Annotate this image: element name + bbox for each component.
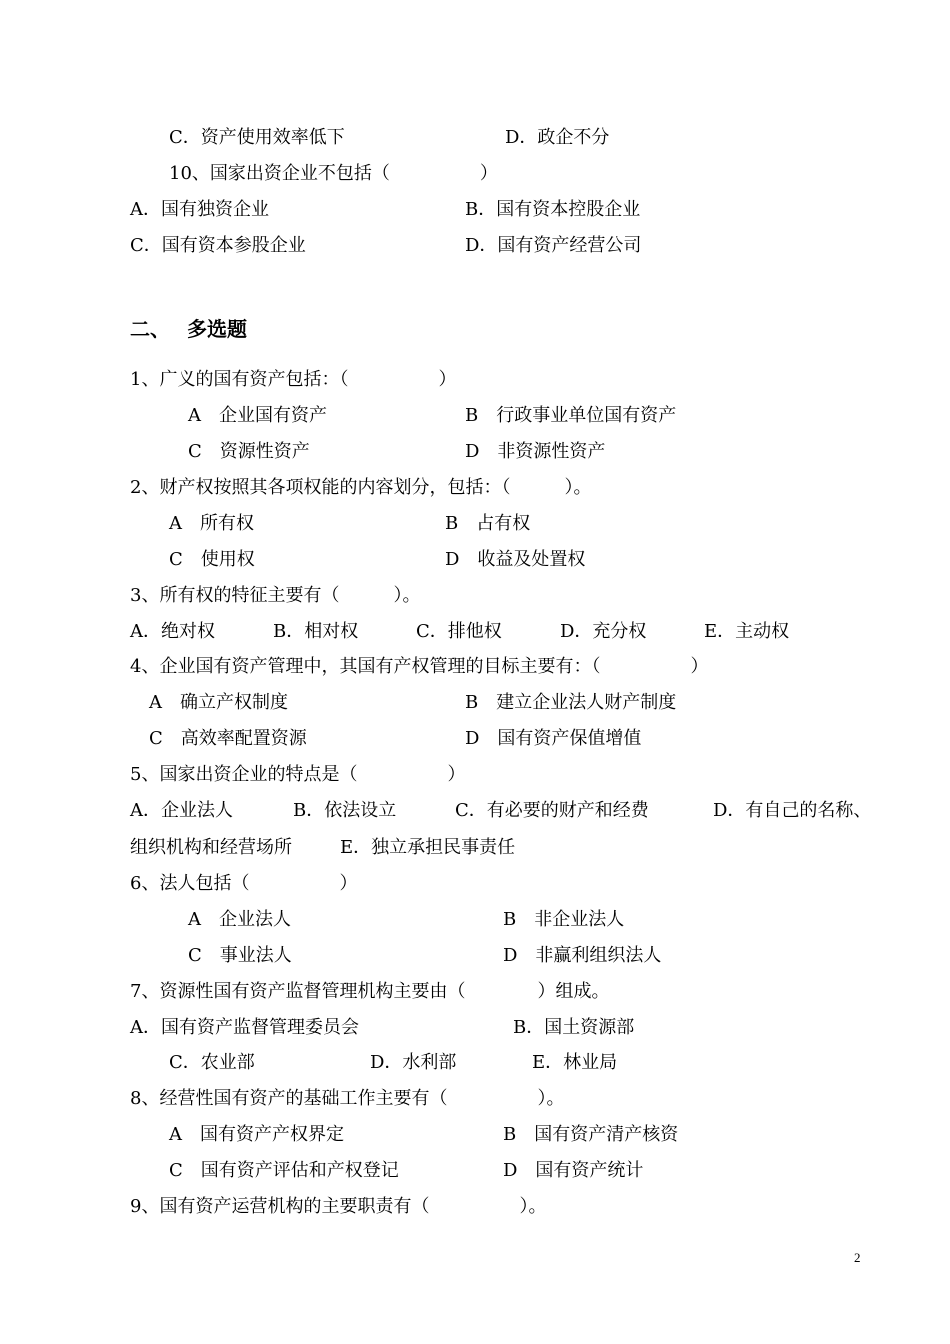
page-number: 2 (854, 1250, 861, 1265)
option-text: E．林业局 (532, 1052, 618, 1073)
question-stem: 5、国家出资企业的特点是（ ） (130, 764, 466, 785)
option-text: C 事业法人 (188, 945, 292, 966)
option-text: B．依法设立 (293, 800, 397, 821)
question-stem: 10、国家出资企业不包括（ ） (169, 163, 498, 184)
option-text: 组织机构和经营场所 (130, 837, 292, 858)
option-text: D 收益及处置权 (445, 549, 586, 570)
option-text: A．企业法人 (130, 800, 233, 821)
option-text: B 行政事业单位国有资产 (465, 405, 677, 426)
option-text: B．相对权 (273, 621, 359, 642)
option-text: A 国有资产产权界定 (169, 1124, 344, 1145)
question-stem: 8、经营性国有资产的基础工作主要有（ ）。 (130, 1088, 565, 1109)
option-text: D．国有资产经营公司 (465, 235, 642, 256)
option-text: C．排他权 (416, 621, 502, 642)
option-text: C．有必要的财产和经费 (455, 800, 649, 821)
option-text: B 国有资产清产核资 (503, 1124, 679, 1145)
option-text: C 国有资产评估和产权登记 (169, 1160, 399, 1181)
option-text: A．绝对权 (130, 621, 215, 642)
option-text: A．国有独资企业 (130, 199, 269, 220)
question-stem: 7、资源性国有资产监督管理机构主要由（ ）组成。 (130, 981, 610, 1002)
option-text: B 占有权 (445, 513, 531, 534)
option-text: B 非企业法人 (503, 909, 625, 930)
option-text: B．国有资本控股企业 (465, 199, 641, 220)
question-stem: 4、企业国有资产管理中，其国有产权管理的目标主要有：（ ） (130, 656, 709, 677)
option-text: C 使用权 (169, 549, 255, 570)
section-title: 多选题 (187, 317, 247, 341)
option-text: D．充分权 (560, 621, 647, 642)
section-number: 二、 (130, 317, 170, 341)
question-stem: 1、广义的国有资产包括：（ ） (130, 369, 457, 390)
question-stem: 6、法人包括（ ） (130, 873, 358, 894)
option-text: E．独立承担民事责任 (340, 837, 516, 858)
question-stem: 3、所有权的特征主要有（ ）。 (130, 585, 421, 606)
option-text: A 企业国有资产 (188, 405, 327, 426)
option-text: A．国有资产监督管理委员会 (130, 1017, 359, 1038)
option-text: B 建立企业法人财产制度 (465, 692, 677, 713)
option-text: D．政企不分 (505, 127, 610, 148)
option-text: E．主动权 (704, 621, 790, 642)
option-text: C 高效率配置资源 (149, 728, 307, 749)
option-text: D 非赢利组织法人 (503, 945, 662, 966)
option-text: D．水利部 (370, 1052, 457, 1073)
option-text: D 国有资产保值增值 (465, 728, 642, 749)
option-text: D．有自己的名称、 (713, 800, 872, 821)
option-text: C．农业部 (169, 1052, 255, 1073)
option-text: C．国有资本参股企业 (130, 235, 306, 256)
question-stem: 9、国有资产运营机构的主要职责有（ ）。 (130, 1196, 547, 1217)
question-stem: 2、财产权按照其各项权能的内容划分，包括：（ ）。 (130, 477, 592, 498)
option-text: A 企业法人 (188, 909, 291, 930)
option-text: C 资源性资产 (188, 441, 310, 462)
option-text: C．资产使用效率低下 (169, 127, 345, 148)
option-text: A 所有权 (169, 513, 254, 534)
option-text: D 国有资产统计 (503, 1160, 644, 1181)
option-text: A 确立产权制度 (149, 692, 288, 713)
option-text: D 非资源性资产 (465, 441, 606, 462)
option-text: B．国土资源部 (513, 1017, 635, 1038)
